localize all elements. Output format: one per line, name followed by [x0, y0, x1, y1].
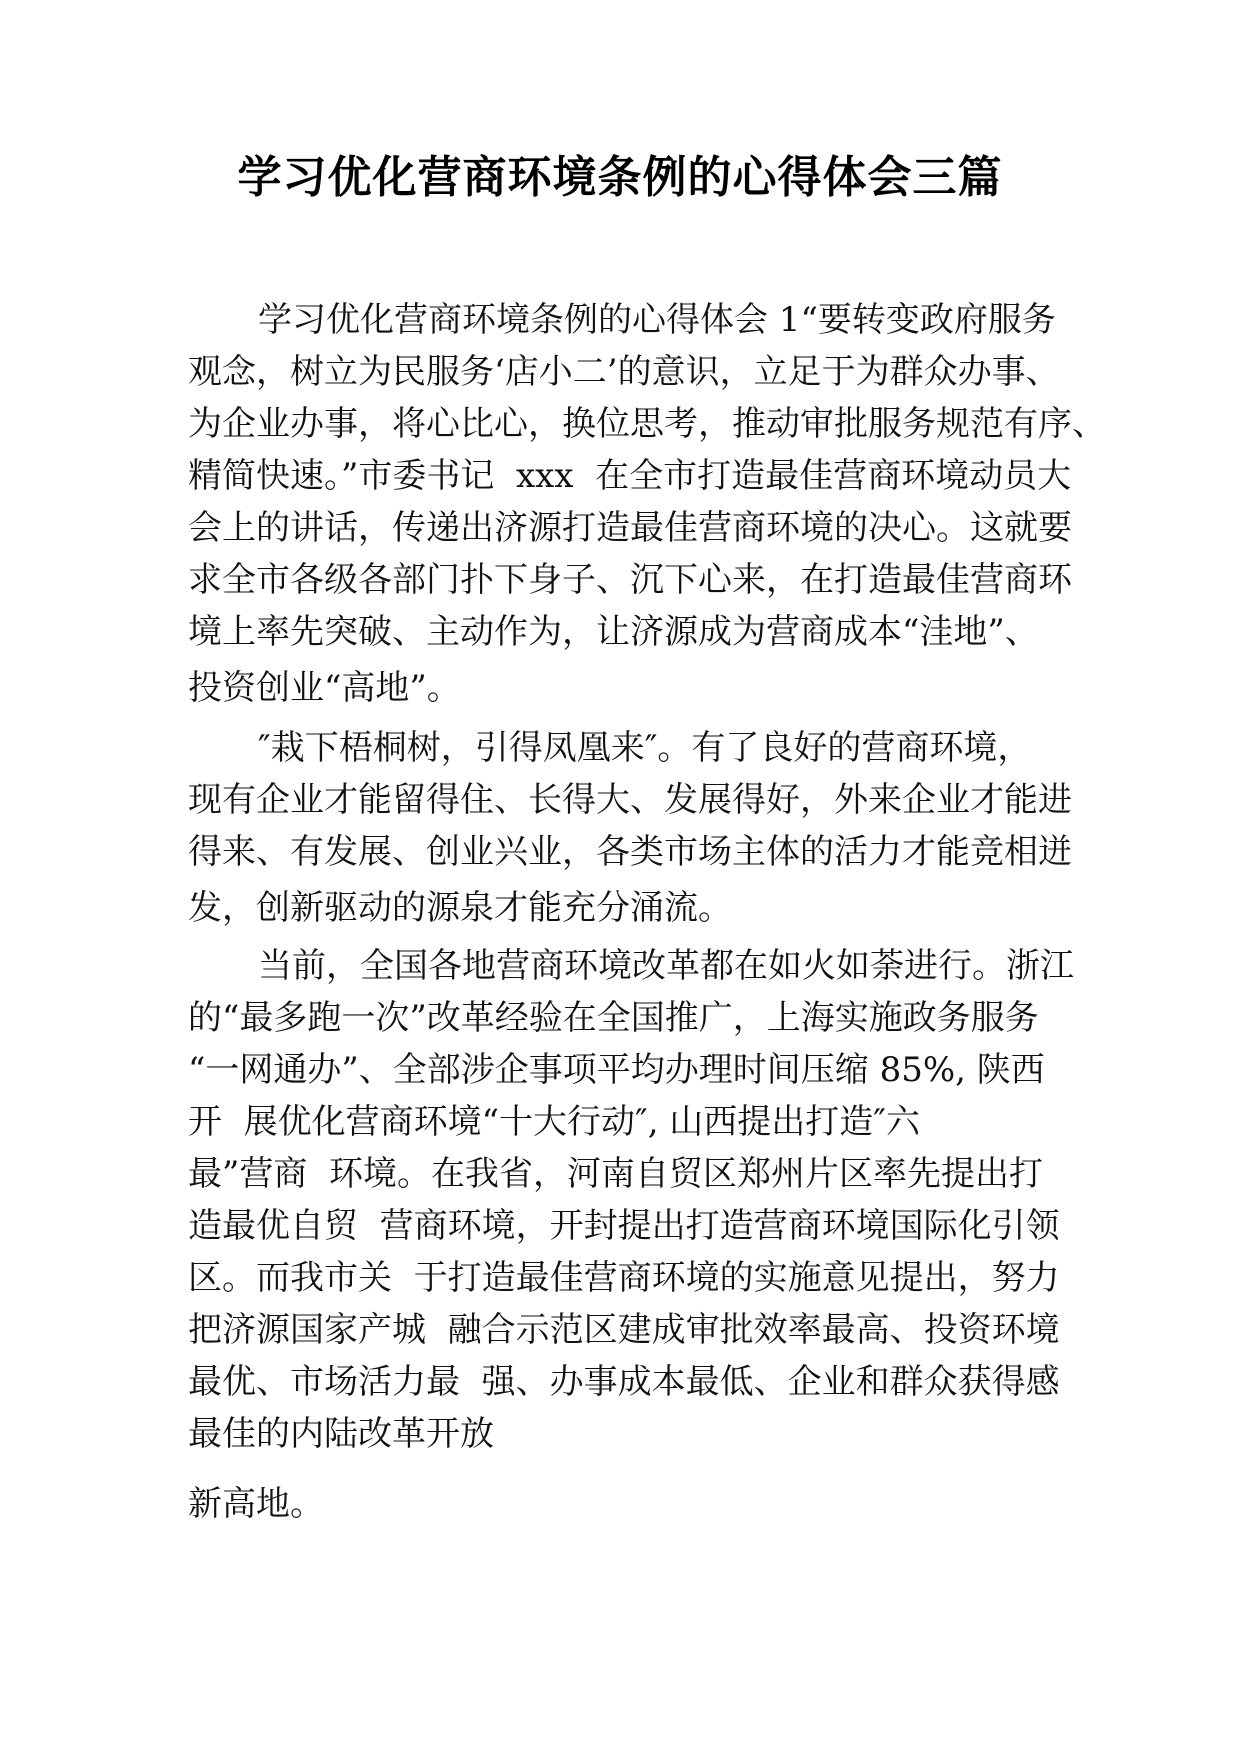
paragraph-line: 得来、有发展、创业兴业，各类市场主体的活力才能竞相迸: [188, 832, 1072, 872]
paragraph-line: 最优、市场活力最 强、办事成本最低、企业和群众获得感: [188, 1362, 1060, 1402]
paragraph-line: 新高地。: [188, 1484, 324, 1524]
paragraph-line: 现有企业才能留得住、长得大、发展得好，外来企业才能进: [188, 780, 1072, 820]
paragraph-line: 学习优化营商环境条例的心得体会 1“要转变政府服务: [258, 300, 1056, 340]
paragraph-line: “一网通办”、全部涉企事项平均办理时间压缩 85%, 陕西: [188, 1050, 1045, 1090]
paragraph-line: 会上的讲话，传递出济源打造最佳营商环境的决心。这就要: [188, 508, 1072, 548]
document-title: 学习优化营商环境条例的心得体会三篇: [237, 152, 1003, 203]
paragraph-line: 造最优自贸 营商环境，开封提出打造营商环境国际化引领: [188, 1206, 1060, 1246]
paragraph-line: 发，创新驱动的源泉才能充分涌流。: [188, 888, 732, 928]
paragraph-line: 最佳的内陆改革开放: [188, 1414, 494, 1454]
paragraph-line: 投资创业“高地”。: [188, 668, 461, 708]
paragraph-line: 观念，树立为民服务‘店小二’的意识，立足于为群众办事、: [188, 352, 1060, 392]
paragraph-line: 当前，全国各地营商环境改革都在如火如荼进行。浙江: [258, 946, 1074, 986]
paragraph-line: 把济源国家产城 融合示范区建成审批效率最高、投资环境: [188, 1310, 1060, 1350]
paragraph-line: 最”营商 环境。在我省，河南自贸区郑州片区率先提出打: [188, 1154, 1043, 1194]
paragraph-line: 精简快速。”市委书记 xxx 在全市打造最佳营商环境动员大: [188, 456, 1072, 496]
paragraph-line: ″栽下梧桐树，引得凤凰来″。有了良好的营商环境，: [258, 728, 1032, 768]
paragraph-line: 境上率先突破、主动作为，让济源成为营商成本“洼地”、: [188, 612, 1039, 652]
paragraph-line: 的“最多跑一次”改革经验在全国推广，上海实施政务服务: [188, 998, 1039, 1038]
paragraph-line: 求全市各级各部门扑下身子、沉下心来，在打造最佳营商环: [188, 560, 1072, 600]
paragraph-line: 开 展优化营商环境“十大行动″, 山西提出打造″六: [188, 1102, 921, 1142]
paragraph-line: 区。而我市关 于打造最佳营商环境的实施意见提出，努力: [188, 1258, 1060, 1298]
paragraph-line: 为企业办事，将心比心，换位思考，推动审批服务规范有序、: [188, 404, 1106, 444]
